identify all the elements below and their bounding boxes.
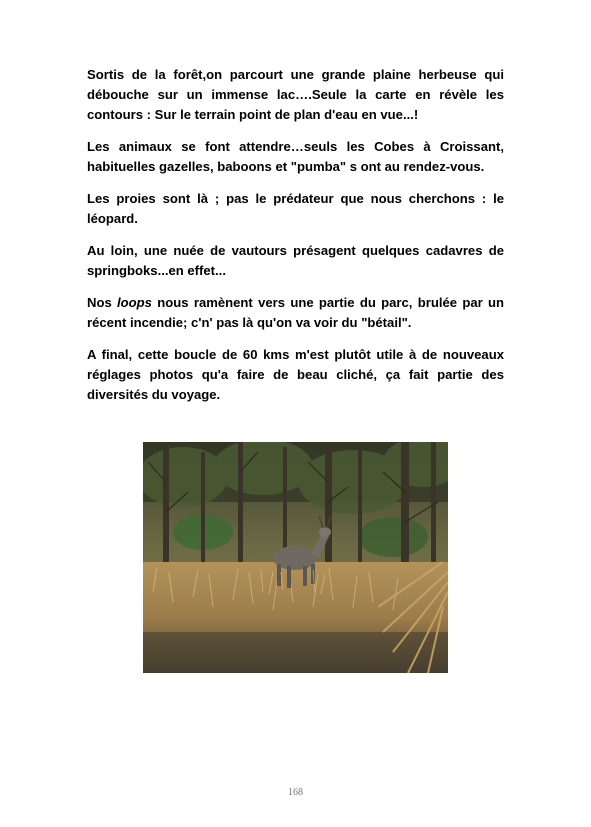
body-text — [87, 65, 504, 417]
photo-illustration — [143, 442, 448, 673]
paragraph: Les proies sont là ; pas le prédateur que nous cherchons : le léopard. — [87, 191, 504, 226]
page-number: 168 — [288, 787, 303, 798]
italic-word: loops — [117, 295, 152, 310]
paragraph-text: nous ramènent vers une partie du parc, brulée par un récent incendie; c'n' pas là qu'on va voir du "bétail". — [87, 295, 505, 330]
waterbuck-photo — [143, 442, 448, 673]
paragraph — [87, 293, 504, 333]
paragraph: Sortis de la forêt,on parcourt une grande plaine herbeuse qui débouche sur un immense lac….Seule la carte en révèle les contours : Sur le terrain point de plan d'eau en vue...! — [87, 67, 504, 122]
paragraph: Au loin, une nuée de vautours présagent quelques cadavres de springboks...en effet... — [87, 243, 504, 278]
paragraph-text: Nos — [87, 295, 118, 310]
paragraph: A final, cette boucle de 60 kms m'est plutôt utile à de nouveaux réglages photos qu'a faire de beau cliché, ça fait partie des diversités du voyage. — [87, 347, 504, 402]
paragraph: Les animaux se font attendre…seuls les Cobes à Croissant, habituelles gazelles, baboons et "pumba" s ont au rendez-vous. — [87, 139, 504, 174]
